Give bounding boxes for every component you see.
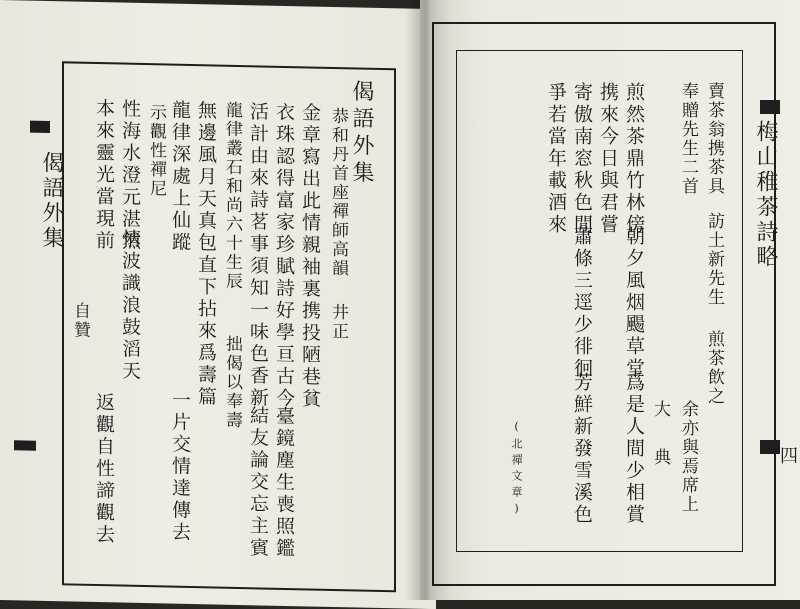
verse-line: 龍律深處上仙蹤 [169, 99, 191, 255]
poem-heading-2: 龍律叢石和尚六十生辰 [222, 100, 242, 292]
verse-line: 臺鏡塵生喪照鑑 [273, 405, 295, 561]
book-gutter-shadow [405, 0, 450, 600]
verse-line: 性海水澄元湛然 [119, 98, 141, 253]
right-fold-mark-top [760, 100, 780, 114]
right-page [420, 0, 800, 600]
left-fold-mark-top [30, 121, 50, 133]
poem-heading-1: 恭和丹首座禪師高韻 [328, 106, 348, 279]
verse-line: 直下拈來爲壽篇 [195, 254, 217, 409]
poem-heading-5-d: 余亦與焉席上 [678, 400, 698, 514]
verse-line: 蕭條三逕少徘徊 [571, 226, 593, 380]
verse-line: 爭若當年載酒來 [545, 82, 567, 236]
verse-line: 爲是人間少相賞 [623, 372, 645, 526]
page-number: 四 [777, 446, 798, 467]
verse-line: 衣珠認得富家珍 [273, 101, 295, 257]
verse-line: 活計由來詩茗事 [247, 101, 269, 256]
verse-line: 煎然茶鼎竹林傍 [623, 82, 645, 236]
verse-line: 一片交情達傳去 [169, 389, 191, 545]
verse-line: 寄傲南窓秋色閒 [571, 82, 593, 236]
verse-line: 金章寫出此情親 [299, 102, 321, 257]
poem-heading-2-tail: 拙偈以奉壽 [222, 334, 242, 431]
author-glyph: 典 [650, 448, 670, 467]
verse-line: 朝夕風烟颺草堂 [623, 226, 645, 380]
poem-heading-5: 賣茶翁携茶具 [704, 82, 724, 196]
poem-heading-5-b: 訪土新先生 [704, 212, 724, 307]
verse-line: 賦詩好學亘古今 [273, 255, 295, 411]
verse-line: 返觀自性諦觀去 [93, 391, 115, 547]
verse-line: 芳鮮新發雪溪色 [571, 372, 593, 526]
poem-heading-5-c: 煎茶飲之 [704, 330, 724, 406]
verse-line: 須知一味色香新 [247, 255, 269, 410]
left-spine-title: 偈語外集 [39, 150, 64, 252]
poem-author-1: 井正 [328, 302, 348, 342]
verse-line: 本來靈光當現前 [93, 97, 115, 253]
poem-heading-5-e: 奉贈先生二首 [678, 82, 698, 196]
verse-line: 袖裏携投陋巷貧 [299, 256, 321, 411]
left-fold-mark-bottom [14, 440, 36, 450]
verse-line: 携來今日與君嘗 [597, 82, 619, 236]
verse-line: 情波識浪鼓滔天 [119, 228, 141, 383]
page-title: 偈語外集 [349, 79, 374, 188]
poem-heading-4: 自贊 [70, 301, 90, 340]
author-glyph: 大 [650, 400, 670, 419]
publisher-seal-text: (北禪文章) [510, 420, 523, 520]
right-spine-title: 梅山稚茶詩略 [753, 120, 778, 270]
verse-line: 結友論交忘主賓 [247, 405, 269, 560]
poem-heading-3: 示觀性禪尼 [146, 103, 166, 199]
verse-line: 無邊風月天真包 [195, 100, 217, 255]
